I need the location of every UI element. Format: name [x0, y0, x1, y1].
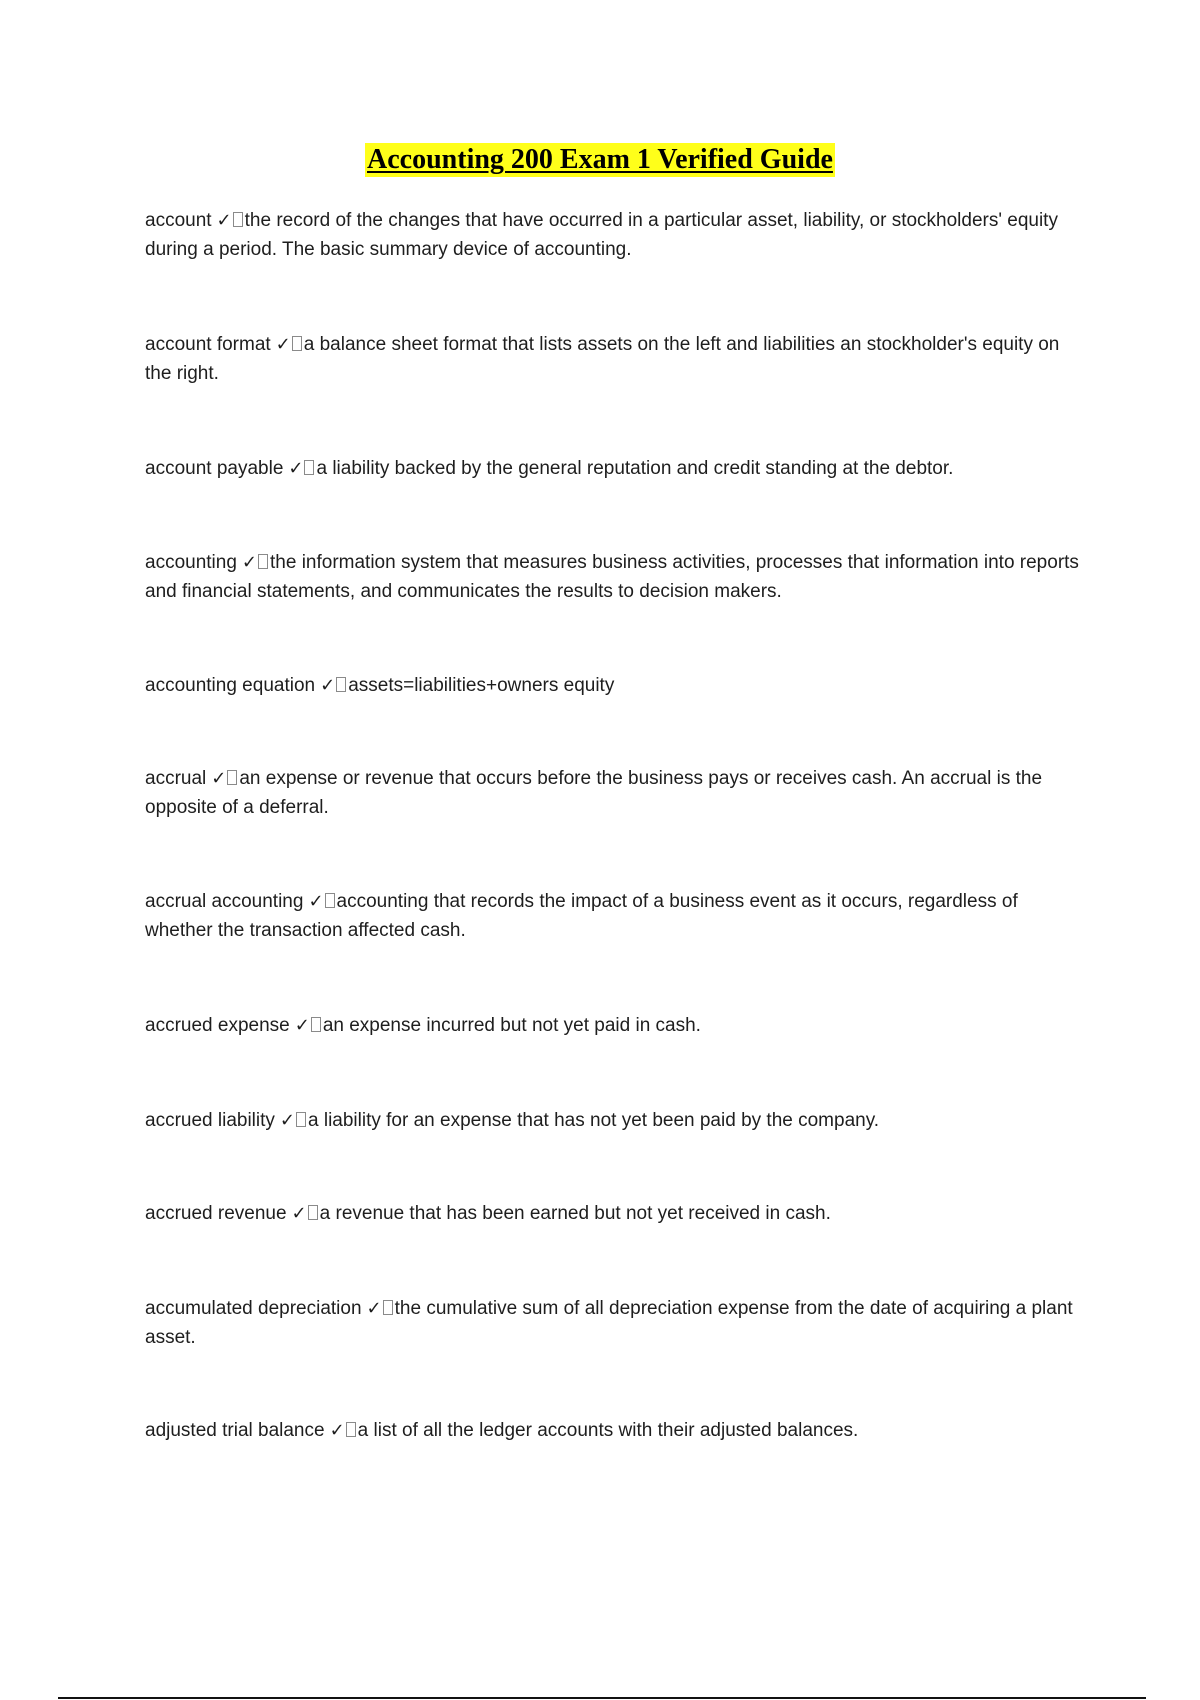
check-icon: ✓ [241, 552, 257, 573]
box-icon [311, 1017, 321, 1032]
box-icon [233, 212, 243, 227]
box-icon [383, 1300, 393, 1315]
glossary-entry [145, 671, 1090, 700]
check-icon: ✓ [308, 891, 324, 912]
glossary-entry [145, 206, 1090, 264]
entry-definition: a liability for an expense that has not yet been paid by the company. [308, 1110, 880, 1131]
box-icon [336, 677, 346, 692]
entry-term: account [145, 210, 212, 231]
glossary-entry [145, 887, 1090, 945]
glossary-entry [145, 764, 1090, 822]
entry-definition: an expense or revenue that occurs before the business pays or receives cash. An accrual is the opposite of a deferral. [145, 768, 1043, 818]
entry-term: accounting equation [145, 675, 316, 696]
glossary-entry [145, 1199, 1090, 1228]
entry-definition: the information system that measures business activities, processes that information into reports and financial statements, and communicates the results to decision makers. [145, 552, 1079, 602]
check-icon: ✓ [279, 1110, 295, 1131]
check-icon: ✓ [216, 210, 232, 231]
entry-definition: accounting that records the impact of a business event as it occurs, regardless of whether the transaction affected cash. [145, 891, 1018, 941]
box-icon [346, 1422, 356, 1437]
glossary-entry [145, 1294, 1090, 1352]
entry-term: account payable [145, 458, 284, 479]
entry-definition: a revenue that has been earned but not yet received in cash. [319, 1203, 831, 1224]
glossary-entry [145, 1106, 1090, 1135]
entry-definition: a liability backed by the general reputation and credit standing at the debtor. [316, 458, 954, 479]
box-icon [292, 336, 302, 351]
glossary-entry [145, 548, 1090, 606]
entry-term: accrued revenue [145, 1203, 287, 1224]
glossary-entry [145, 1416, 1090, 1445]
entry-definition: an expense incurred but not yet paid in cash. [322, 1015, 701, 1036]
check-icon: ✓ [329, 1420, 345, 1441]
check-icon: ✓ [288, 458, 304, 479]
box-icon [258, 554, 268, 569]
entry-term: accrued expense [145, 1015, 290, 1036]
glossary-entry [145, 330, 1090, 388]
entry-term: adjusted trial balance [145, 1420, 325, 1441]
entry-term: accounting [145, 552, 237, 573]
check-icon: ✓ [211, 768, 227, 789]
check-icon: ✓ [294, 1015, 310, 1036]
box-icon [227, 770, 237, 785]
title-block [0, 143, 1200, 177]
footer-divider [58, 1697, 1146, 1699]
glossary-entry [145, 454, 1090, 483]
page-title: Accounting 200 Exam 1 Verified Guide [367, 144, 833, 175]
box-icon [308, 1205, 318, 1220]
entry-definition: the cumulative sum of all depreciation expense from the date of acquiring a plant asset. [145, 1298, 1073, 1348]
glossary-entry [145, 1011, 1090, 1040]
check-icon: ✓ [320, 675, 336, 696]
box-icon [296, 1112, 306, 1127]
box-icon [304, 460, 314, 475]
entry-term: accrual accounting [145, 891, 304, 912]
check-icon: ✓ [366, 1298, 382, 1319]
check-icon: ✓ [291, 1203, 307, 1224]
box-icon [325, 893, 335, 908]
entry-definition: a list of all the ledger accounts with their adjusted balances. [357, 1420, 859, 1441]
entry-definition: assets=liabilities+owners equity [348, 675, 615, 696]
entry-definition: a balance sheet format that lists assets on the left and liabilities an stockholder's equity on the right. [145, 334, 1060, 384]
entry-term: accumulated depreciation [145, 1298, 362, 1319]
entry-definition: the record of the changes that have occurred in a particular asset, liability, or stockholders' equity during a period. The basic summary device of accounting. [145, 210, 1058, 260]
entry-term: accrued liability [145, 1110, 275, 1131]
entry-term: accrual [145, 768, 207, 789]
check-icon: ✓ [275, 334, 291, 355]
entry-term: account format [145, 334, 271, 355]
